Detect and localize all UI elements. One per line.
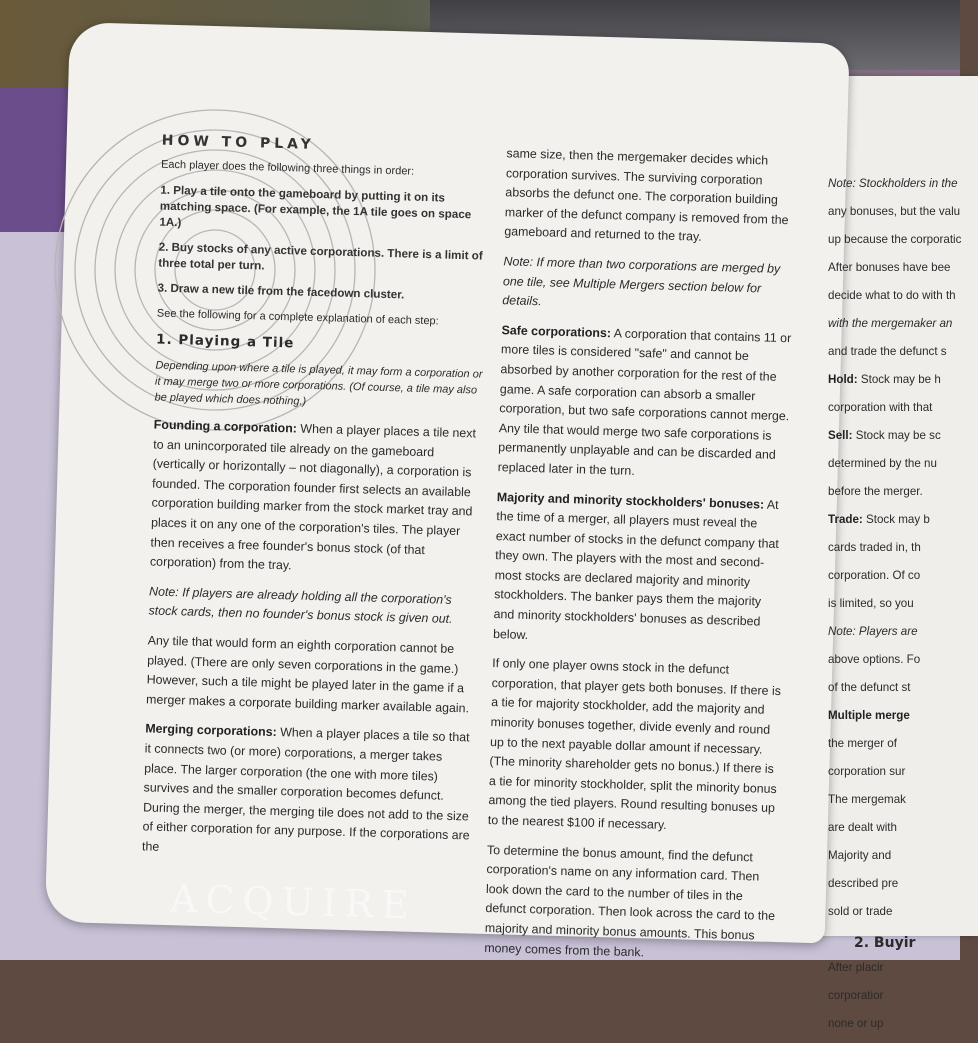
right-line-17: the merger of xyxy=(828,737,897,750)
right-line-14: Note: Players are xyxy=(828,625,918,638)
safe-paragraph xyxy=(497,321,791,486)
right-column xyxy=(828,175,968,1043)
depending-paragraph: Depending upon where a tile is played, it may form a corporation or it may merge two or more corporations. (Of course, a tile may also be played which does nothing.) xyxy=(154,359,483,408)
majority-title: Majority and minority stockholders' bonuses: xyxy=(496,489,765,512)
merging-text: When a player places a tile so that it connects two (or more) corporations, a merger takes place. The larger corporation (the one with more tiles) survives and the smaller corporation becomes defunct. During the merger, the merging tile does not add to the size of either corporation for any purpose. If the corporations are the xyxy=(141,725,470,854)
sell-title: Sell: xyxy=(828,429,853,442)
page-text-layer xyxy=(45,22,853,959)
hold-text: Stock may be h xyxy=(860,373,941,386)
safe-text: A corporation that contains 11 or more tiles is considered "safe" and cannot be absorbed by another corporation for the rest of the game. A safe corporation can absorb a smaller corporation, but two safe corporations cannot merge. Any tile that would merge two safe corporations is permanently unplayable and can be discarded and replaced later in the turn. xyxy=(497,326,792,478)
intro-text: Each player does the following three things in order: xyxy=(160,158,415,178)
right-line-12: corporation. Of co xyxy=(828,569,921,582)
right-line-9: determined by the nu xyxy=(828,457,937,470)
right-line-3: up because the corporatic xyxy=(828,233,962,246)
majority-paragraph xyxy=(493,488,787,653)
right-line-21: Majority and xyxy=(828,849,892,862)
right-line-19: The mergemak xyxy=(828,793,906,806)
right-line-5: decide what to do with th xyxy=(828,289,956,302)
determine-paragraph: To determine the bonus amount, find the defunct corporation's name on any information card. Then look down the card to the number of tiles in the defunct corporation. Then look across the card to the majority and minority bonus amounts. This bonus money comes from the bank. xyxy=(484,842,776,959)
right-line-2: any bonuses, but the valu xyxy=(828,205,961,218)
right-line-7: and trade the defunct s xyxy=(828,345,947,358)
right-line-10: before the merger. xyxy=(828,485,923,498)
right-line-23: sold or trade xyxy=(828,905,893,918)
safe-title: Safe corporations: xyxy=(501,322,612,340)
trade-line xyxy=(828,511,968,529)
sell-text: Stock may be sc xyxy=(855,429,941,442)
eighth-corporation-paragraph: Any tile that would form an eighth corporation cannot be played. (There are only seven corporations in the game.) However, such a tile might be played later in the game if a merger makes a corporate building marker available again. xyxy=(145,633,470,716)
right-line-16: of the defunct st xyxy=(828,681,911,694)
right-line-22: described pre xyxy=(828,877,899,890)
trade-title: Trade: xyxy=(828,513,863,526)
right-line-13: is limited, so you xyxy=(828,597,914,610)
merging-title: Merging corporations: xyxy=(145,721,277,740)
right-line-20: are dealt with xyxy=(828,821,897,834)
merging-paragraph xyxy=(142,720,476,866)
see-following: See the following for a complete explanation of each step: xyxy=(156,307,439,328)
hold-line xyxy=(828,371,968,389)
right-line-8: corporation with that xyxy=(828,401,933,414)
right-line-24: After placir xyxy=(828,961,884,974)
right-line-26: none or up xyxy=(828,1017,884,1030)
note-multiple-mergers: Note: If more than two corporations are merged by one tile, see Multiple Mergers section below for details. xyxy=(502,254,781,309)
hold-title: Hold: xyxy=(828,373,858,386)
founding-paragraph xyxy=(150,416,484,582)
left-column xyxy=(141,133,491,876)
note-founder-bonus: Note: If players are already holding all the corporation's stock cards, then no founder's bonus stock is given out. xyxy=(148,584,453,627)
sell-line xyxy=(828,427,968,445)
right-line-15: above options. Fo xyxy=(828,653,921,666)
founding-title: Founding a corporation: xyxy=(153,417,298,436)
right-line-11: cards traded in, th xyxy=(828,541,921,554)
section-buying: 2. Buyir xyxy=(854,935,916,951)
majority-text: At the time of a merger, all players must reveal the exact number of stocks in the defunct company that they own. The players with the most and second-most stocks are declared majority and minority stockholders. The banker pays them the majority and minority stockholders' bonuses as described below. xyxy=(492,497,779,642)
right-line-4: After bonuses have bee xyxy=(828,261,951,274)
multiple-mergers-title: Multiple merge xyxy=(828,709,910,722)
right-line-1: Note: Stockholders in the xyxy=(828,177,958,190)
acquire-watermark: ACQUIRE xyxy=(169,876,418,928)
right-line-25: corporatior xyxy=(828,989,884,1002)
section-playing-a-tile: 1. Playing a Tile xyxy=(155,331,295,352)
same-size-paragraph: same size, then the mergemaker decides which corporation survives. The surviving corporation absorbs the defunct one. The corporation building marker of the defunct company is removed from the gameboard and returned to the tray. xyxy=(504,146,789,245)
founding-text: When a player places a tile next to an unincorporated tile already on the gameboard (vertically or horizontally – not diagonally), a corporation is founded. The corporation founder first selects an available corporation building marker from the stock market tray and places it on any one of the corporation's tiles. The player then receives a free founder's bonus stock (of that corporation) from the tray. xyxy=(149,421,477,573)
step-2: 2. Buy stocks of any active corporations. There is a limit of three total per turn. xyxy=(158,240,483,273)
right-line-6: with the mergemaker an xyxy=(828,317,953,330)
step-3: 3. Draw a new tile from the facedown cluster. xyxy=(157,281,405,302)
trade-text: Stock may b xyxy=(866,513,930,526)
step-1: 1. Play a tile onto the gameboard by putting it on its matching space. (For example, the 1A tile goes on space 1A.) xyxy=(159,183,472,230)
middle-column xyxy=(484,144,797,976)
right-line-18: corporation sur xyxy=(828,765,906,778)
how-to-play-heading: HOW TO PLAY xyxy=(161,132,315,153)
only-one-paragraph: If only one player owns stock in the defunct corporation, that player gets both bonuses. If there is a tie for majority stockholder, add the majority and minority bonuses together, divide evenly and round up to the next payable dollar amount if necessary. (The minority shareholder gets no bonus.) If there is a tie for minority stockholder, split the minority bonus among the tied players. Round resulting bonuses up to the nearest $100 if necessary. xyxy=(487,656,782,832)
